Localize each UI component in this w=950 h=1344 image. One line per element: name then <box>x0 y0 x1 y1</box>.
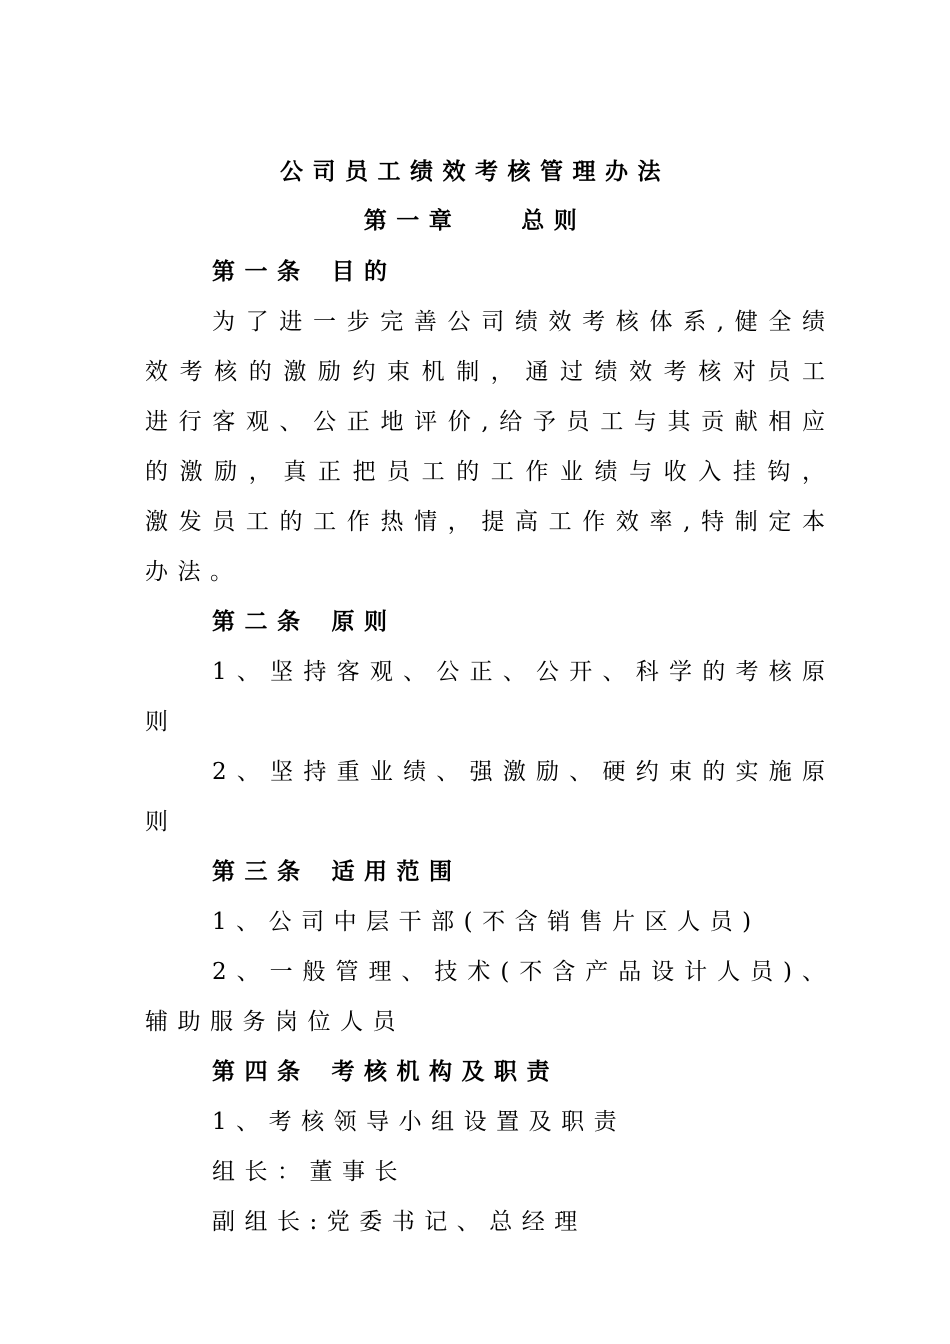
article1-name: 目的 <box>331 258 397 285</box>
article1-line: 办法。 <box>145 559 243 585</box>
article3-item1: 1、公司中层干部(不含销售片区人员) <box>212 909 761 935</box>
article2-item2: 2、坚持重业绩、强激励、硬约束的实施原 <box>212 759 825 785</box>
article1-line: 激发员工的工作热情，提高工作效率,特制定本 <box>145 509 825 535</box>
article4-name: 考核机构及职责 <box>331 1058 559 1085</box>
article1-line: 进行客观、公正地评价,给予员工与其贡献相应 <box>145 409 825 435</box>
article4-item1: 1、考核领导小组设置及职责 <box>212 1109 627 1135</box>
article1-line: 为了进一步完善公司绩效考核体系,健全绩 <box>212 309 825 335</box>
article2-item2-cont: 则 <box>145 809 178 835</box>
article1-line: 效考核的激励约束机制，通过绩效考核对员工 <box>145 359 825 385</box>
article4-number: 第四条 <box>212 1058 310 1085</box>
article4-leader: 组长：董事长 <box>212 1159 407 1185</box>
article1-heading <box>212 257 825 287</box>
article2-heading <box>212 607 825 637</box>
article3-heading <box>212 857 825 887</box>
article3-item2: 2、一般管理、技术(不含产品设计人员)、 <box>212 959 825 985</box>
article3-number: 第三条 <box>212 858 310 885</box>
article3-name: 适用范围 <box>331 858 462 885</box>
article2-item1: 1、坚持客观、公正、公开、科学的考核原 <box>212 659 825 685</box>
chapter-name: 总则 <box>521 207 587 234</box>
article1-number: 第一条 <box>212 258 310 285</box>
article2-item1-cont: 则 <box>145 709 178 735</box>
chapter-heading <box>0 206 950 236</box>
article4-heading <box>212 1057 825 1087</box>
article3-item2-cont: 辅助服务岗位人员 <box>145 1009 405 1035</box>
document-title: 公司员工绩效考核管理办法 <box>280 158 670 185</box>
chapter-number: 第一章 <box>363 207 462 234</box>
article2-number: 第二条 <box>212 608 310 635</box>
article2-name: 原则 <box>331 608 397 635</box>
article4-deputy: 副组长:党委书记、总经理 <box>212 1209 587 1235</box>
article1-line: 的激励，真正把员工的工作业绩与收入挂钩， <box>145 459 825 485</box>
